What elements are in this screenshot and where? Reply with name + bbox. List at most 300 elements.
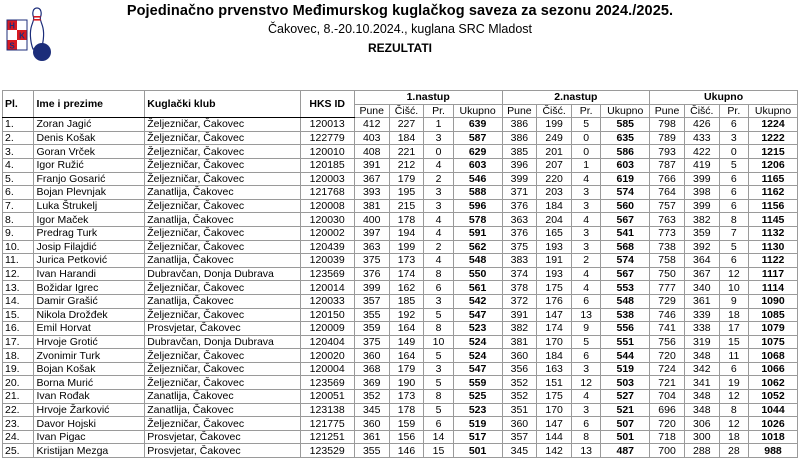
cell-r1-promasaji: 5 xyxy=(424,308,453,322)
cell-rank: 12. xyxy=(3,267,34,281)
cell-rank: 13. xyxy=(3,281,34,295)
cell-r2-pune: 376 xyxy=(502,199,537,213)
cell-r2-pune: 372 xyxy=(502,294,537,308)
cell-r1-pune: 360 xyxy=(354,349,389,363)
cell-rank: 16. xyxy=(3,322,34,336)
cell-id: 120010 xyxy=(300,145,354,159)
cell-rank: 22. xyxy=(3,403,34,417)
cell-t-ciscenje: 419 xyxy=(684,158,719,172)
cell-r2-pune: 399 xyxy=(502,172,537,186)
cell-r2-promasaji: 9 xyxy=(572,322,601,336)
table-row xyxy=(3,281,798,295)
cell-r1-ukupno: 501 xyxy=(453,444,502,458)
cell-r1-ukupno: 562 xyxy=(453,240,502,254)
cell-t-pune: 798 xyxy=(650,118,685,132)
cell-r2-promasaji: 0 xyxy=(572,145,601,159)
table-row xyxy=(3,349,798,363)
cell-r2-pune: 360 xyxy=(502,349,537,363)
cell-r2-promasaji: 4 xyxy=(572,267,601,281)
cell-name: Davor Hojski xyxy=(34,417,145,431)
cell-t-ciscenje: 338 xyxy=(684,322,719,336)
cell-r2-ukupno: 507 xyxy=(601,417,650,431)
cell-club: Zanatlija, Čakovec xyxy=(145,390,300,404)
cell-r1-promasaji: 3 xyxy=(424,362,453,376)
cell-r1-ciscenje: 190 xyxy=(389,376,424,390)
cell-t-promasaji: 12 xyxy=(719,267,748,281)
cell-r1-ciscenje: 162 xyxy=(389,281,424,295)
cell-name: Zvonimir Turk xyxy=(34,349,145,363)
cell-r2-ciscenje: 199 xyxy=(537,118,572,132)
cell-r1-promasaji: 2 xyxy=(424,172,453,186)
cell-t-ciscenje: 319 xyxy=(684,335,719,349)
cell-club: Željezničar, Čakovec xyxy=(145,240,300,254)
cell-r1-pune: 352 xyxy=(354,390,389,404)
cell-r1-ciscenje: 178 xyxy=(389,403,424,417)
cell-r2-ukupno: 553 xyxy=(601,281,650,295)
cell-t-ciscenje: 288 xyxy=(684,444,719,458)
cell-t-promasaji: 18 xyxy=(719,430,748,444)
cell-club: Zanatlija, Čakovec xyxy=(145,294,300,308)
cell-r1-pune: 393 xyxy=(354,186,389,200)
cell-r2-pune: 351 xyxy=(502,403,537,417)
cell-r2-ukupno: 556 xyxy=(601,322,650,336)
table-row xyxy=(3,186,798,200)
cell-r1-pune: 412 xyxy=(354,118,389,132)
cell-r1-ukupno: 525 xyxy=(453,390,502,404)
cell-r2-promasaji: 4 xyxy=(572,172,601,186)
cell-r2-promasaji: 5 xyxy=(572,118,601,132)
cell-r1-ukupno: 524 xyxy=(453,335,502,349)
table-row xyxy=(3,444,798,458)
cell-t-ukupno: 1044 xyxy=(749,403,798,417)
table-row xyxy=(3,145,798,159)
cell-club: Željezničar, Čakovec xyxy=(145,362,300,376)
cell-r2-ukupno: 541 xyxy=(601,226,650,240)
cell-t-ciscenje: 348 xyxy=(684,403,719,417)
cell-r2-ukupno: 501 xyxy=(601,430,650,444)
page-header xyxy=(0,0,800,92)
table-row xyxy=(3,322,798,336)
cell-r2-pune: 357 xyxy=(502,430,537,444)
cell-r1-promasaji: 4 xyxy=(424,158,453,172)
subheader-cell: Čišć. xyxy=(684,104,719,118)
table-row xyxy=(3,158,798,172)
table-row xyxy=(3,390,798,404)
cell-r2-pune: 375 xyxy=(502,240,537,254)
cell-name: Goran Vrček xyxy=(34,145,145,159)
cell-t-ukupno: 1162 xyxy=(749,186,798,200)
subheader-cell: Pr. xyxy=(424,104,453,118)
header-round2: 2.nastup xyxy=(502,91,650,105)
cell-t-ukupno: 1075 xyxy=(749,335,798,349)
cell-r2-ukupno: 603 xyxy=(601,158,650,172)
svg-text:K: K xyxy=(19,31,25,41)
cell-t-ukupno: 1066 xyxy=(749,362,798,376)
cell-t-ukupno: 1145 xyxy=(749,213,798,227)
cell-r1-ukupno: 591 xyxy=(453,226,502,240)
cell-r2-ciscenje: 176 xyxy=(537,294,572,308)
cell-r2-pune: 374 xyxy=(502,267,537,281)
cell-r1-pune: 375 xyxy=(354,335,389,349)
cell-t-pune: 704 xyxy=(650,390,685,404)
cell-r2-ciscenje: 163 xyxy=(537,362,572,376)
cell-id: 121768 xyxy=(300,186,354,200)
cell-rank: 1. xyxy=(3,118,34,132)
cell-r1-pune: 360 xyxy=(354,417,389,431)
cell-r2-ukupno: 574 xyxy=(601,254,650,268)
cell-r2-ukupno: 574 xyxy=(601,186,650,200)
cell-t-promasaji: 17 xyxy=(719,322,748,336)
cell-r2-ciscenje: 174 xyxy=(537,322,572,336)
subheader-cell: Ukupno xyxy=(601,104,650,118)
cell-id: 120439 xyxy=(300,240,354,254)
cell-r2-pune: 352 xyxy=(502,376,537,390)
cell-r2-promasaji: 8 xyxy=(572,430,601,444)
cell-r1-ciscenje: 156 xyxy=(389,430,424,444)
cell-name: Luka Štrukelj xyxy=(34,199,145,213)
cell-r1-promasaji: 3 xyxy=(424,294,453,308)
cell-t-ciscenje: 398 xyxy=(684,186,719,200)
cell-t-pune: 777 xyxy=(650,281,685,295)
cell-t-pune: 700 xyxy=(650,444,685,458)
cell-t-ukupno: 1114 xyxy=(749,281,798,295)
cell-r1-promasaji: 3 xyxy=(424,186,453,200)
cell-r2-pune: 386 xyxy=(502,131,537,145)
header-name: Ime i prezime xyxy=(34,91,145,118)
cell-id: 120004 xyxy=(300,362,354,376)
cell-r2-ciscenje: 193 xyxy=(537,240,572,254)
cell-r2-promasaji: 13 xyxy=(572,308,601,322)
cell-id: 120020 xyxy=(300,349,354,363)
cell-club: Željezničar, Čakovec xyxy=(145,226,300,240)
cell-name: Hrvoje Grotić xyxy=(34,335,145,349)
cell-r1-ciscenje: 149 xyxy=(389,335,424,349)
cell-rank: 2. xyxy=(3,131,34,145)
cell-id: 123138 xyxy=(300,403,354,417)
cell-t-promasaji: 12 xyxy=(719,417,748,431)
cell-r1-pune: 375 xyxy=(354,254,389,268)
cell-rank: 20. xyxy=(3,376,34,390)
cell-club: Željezničar, Čakovec xyxy=(145,118,300,132)
cell-name: Nikola Drožđek xyxy=(34,308,145,322)
cell-club: Željezničar, Čakovec xyxy=(145,172,300,186)
cell-r1-promasaji: 5 xyxy=(424,403,453,417)
cell-name: Franjo Gosarić xyxy=(34,172,145,186)
cell-t-ciscenje: 426 xyxy=(684,118,719,132)
cell-r1-ciscenje: 173 xyxy=(389,390,424,404)
cell-r1-ukupno: 578 xyxy=(453,213,502,227)
cell-r2-pune: 345 xyxy=(502,444,537,458)
cell-t-ciscenje: 340 xyxy=(684,281,719,295)
cell-rank: 25. xyxy=(3,444,34,458)
cell-r2-ciscenje: 144 xyxy=(537,430,572,444)
cell-t-pune: 758 xyxy=(650,254,685,268)
cell-r2-ciscenje: 175 xyxy=(537,390,572,404)
cell-r1-promasaji: 6 xyxy=(424,417,453,431)
cell-rank: 15. xyxy=(3,308,34,322)
cell-t-ciscenje: 339 xyxy=(684,308,719,322)
cell-r2-pune: 356 xyxy=(502,362,537,376)
cell-id: 123569 xyxy=(300,376,354,390)
cell-t-pune: 738 xyxy=(650,240,685,254)
cell-r1-ciscenje: 159 xyxy=(389,417,424,431)
cell-t-promasaji: 9 xyxy=(719,294,748,308)
cell-club: Dubravčan, Donja Dubrava xyxy=(145,335,300,349)
cell-t-pune: 764 xyxy=(650,186,685,200)
cell-t-ukupno: 1222 xyxy=(749,131,798,145)
cell-t-pune: 718 xyxy=(650,430,685,444)
cell-name: Predrag Turk xyxy=(34,226,145,240)
cell-r1-ukupno: 639 xyxy=(453,118,502,132)
cell-r1-ciscenje: 199 xyxy=(389,240,424,254)
cell-r2-pune: 352 xyxy=(502,390,537,404)
cell-rank: 8. xyxy=(3,213,34,227)
subheader-cell: Pune xyxy=(650,104,685,118)
cell-club: Željezničar, Čakovec xyxy=(145,145,300,159)
cell-club: Prosvjetar, Čakovec xyxy=(145,430,300,444)
cell-r2-promasaji: 3 xyxy=(572,186,601,200)
cell-t-ukupno: 1215 xyxy=(749,145,798,159)
cell-t-ukupno: 1026 xyxy=(749,417,798,431)
cell-r2-pune: 381 xyxy=(502,335,537,349)
subheader-cell: Pune xyxy=(354,104,389,118)
cell-r1-ciscenje: 184 xyxy=(389,131,424,145)
cell-r2-ukupno: 538 xyxy=(601,308,650,322)
cell-t-promasaji: 6 xyxy=(719,199,748,213)
cell-t-pune: 789 xyxy=(650,131,685,145)
cell-id: 121251 xyxy=(300,430,354,444)
cell-rank: 11. xyxy=(3,254,34,268)
cell-id: 120008 xyxy=(300,199,354,213)
cell-r2-pune: 396 xyxy=(502,158,537,172)
cell-rank: 21. xyxy=(3,390,34,404)
cell-t-promasaji: 7 xyxy=(719,226,748,240)
cell-r2-ukupno: 519 xyxy=(601,362,650,376)
cell-r1-ciscenje: 195 xyxy=(389,186,424,200)
cell-r2-ukupno: 527 xyxy=(601,390,650,404)
cell-r2-pune: 363 xyxy=(502,213,537,227)
cell-r1-promasaji: 0 xyxy=(424,145,453,159)
cell-t-ukupno: 1052 xyxy=(749,390,798,404)
table-row xyxy=(3,417,798,431)
cell-r2-ciscenje: 193 xyxy=(537,267,572,281)
cell-id: 120033 xyxy=(300,294,354,308)
cell-id: 120003 xyxy=(300,172,354,186)
cell-r1-ciscenje: 192 xyxy=(389,308,424,322)
cell-t-ciscenje: 399 xyxy=(684,199,719,213)
cell-r2-ciscenje: 170 xyxy=(537,403,572,417)
svg-text:H: H xyxy=(9,21,15,31)
cell-r2-promasaji: 3 xyxy=(572,362,601,376)
table-row xyxy=(3,362,798,376)
subheader-cell: Čišć. xyxy=(389,104,424,118)
cell-r2-promasaji: 12 xyxy=(572,376,601,390)
table-row xyxy=(3,199,798,213)
cell-t-pune: 793 xyxy=(650,145,685,159)
cell-t-promasaji: 12 xyxy=(719,390,748,404)
cell-t-promasaji: 5 xyxy=(719,158,748,172)
header-total: Ukupno xyxy=(650,91,798,105)
cell-r2-ukupno: 567 xyxy=(601,267,650,281)
cell-club: Željezničar, Čakovec xyxy=(145,281,300,295)
cell-r1-pune: 369 xyxy=(354,376,389,390)
cell-r1-pune: 361 xyxy=(354,430,389,444)
cell-r1-ciscenje: 227 xyxy=(389,118,424,132)
cell-id: 120150 xyxy=(300,308,354,322)
cell-club: Prosvjetar, Čakovec xyxy=(145,444,300,458)
cell-t-promasaji: 19 xyxy=(719,376,748,390)
cell-r2-ukupno: 586 xyxy=(601,145,650,159)
cell-t-ukupno: 1117 xyxy=(749,267,798,281)
cell-name: Bojan Košak xyxy=(34,362,145,376)
cell-r1-pune: 403 xyxy=(354,131,389,145)
cell-r1-ciscenje: 173 xyxy=(389,254,424,268)
cell-id: 122779 xyxy=(300,131,354,145)
table-row xyxy=(3,131,798,145)
cell-rank: 24. xyxy=(3,430,34,444)
cell-rank: 17. xyxy=(3,335,34,349)
cell-r2-ukupno: 568 xyxy=(601,240,650,254)
cell-r1-pune: 391 xyxy=(354,158,389,172)
subheader-cell: Pune xyxy=(502,104,537,118)
cell-t-pune: 787 xyxy=(650,158,685,172)
cell-t-ciscenje: 399 xyxy=(684,172,719,186)
cell-rank: 3. xyxy=(3,145,34,159)
cell-t-ukupno: 1206 xyxy=(749,158,798,172)
cell-r2-ukupno: 521 xyxy=(601,403,650,417)
cell-r1-promasaji: 8 xyxy=(424,390,453,404)
cell-r1-pune: 355 xyxy=(354,444,389,458)
cell-r2-promasaji: 4 xyxy=(572,213,601,227)
cell-id: 121775 xyxy=(300,417,354,431)
cell-r2-ciscenje: 191 xyxy=(537,254,572,268)
cell-r1-promasaji: 4 xyxy=(424,213,453,227)
cell-r2-ciscenje: 207 xyxy=(537,158,572,172)
cell-name: Ivan Harandi xyxy=(34,267,145,281)
cell-t-ciscenje: 364 xyxy=(684,254,719,268)
cell-r2-promasaji: 2 xyxy=(572,254,601,268)
cell-rank: 4. xyxy=(3,158,34,172)
cell-t-ukupno: 1130 xyxy=(749,240,798,254)
cell-r1-ukupno: 542 xyxy=(453,294,502,308)
cell-club: Zanatlija, Čakovec xyxy=(145,186,300,200)
cell-club: Željezničar, Čakovec xyxy=(145,376,300,390)
cell-r2-ciscenje: 175 xyxy=(537,281,572,295)
cell-r1-promasaji: 5 xyxy=(424,376,453,390)
cell-r1-ukupno: 587 xyxy=(453,131,502,145)
cell-t-ukupno: 1122 xyxy=(749,254,798,268)
cell-club: Željezničar, Čakovec xyxy=(145,158,300,172)
cell-r1-ukupno: 523 xyxy=(453,403,502,417)
header-hks-id: HKS ID xyxy=(300,91,354,118)
cell-id: 120404 xyxy=(300,335,354,349)
cell-r2-ukupno: 560 xyxy=(601,199,650,213)
cell-club: Željezničar, Čakovec xyxy=(145,349,300,363)
cell-r1-ukupno: 519 xyxy=(453,417,502,431)
cell-r1-promasaji: 6 xyxy=(424,281,453,295)
cell-r2-ciscenje: 151 xyxy=(537,376,572,390)
cell-rank: 18. xyxy=(3,349,34,363)
cell-name: Hrvoje Žarković xyxy=(34,403,145,417)
cell-r1-pune: 355 xyxy=(354,308,389,322)
cell-club: Zanatlija, Čakovec xyxy=(145,213,300,227)
cell-r1-promasaji: 10 xyxy=(424,335,453,349)
cell-rank: 14. xyxy=(3,294,34,308)
cell-r1-pune: 381 xyxy=(354,199,389,213)
table-row xyxy=(3,226,798,240)
cell-r2-ciscenje: 203 xyxy=(537,186,572,200)
cell-r2-ukupno: 635 xyxy=(601,131,650,145)
cell-t-pune: 746 xyxy=(650,308,685,322)
cell-t-ciscenje: 359 xyxy=(684,226,719,240)
cell-r2-ukupno: 551 xyxy=(601,335,650,349)
cell-r1-ukupno: 546 xyxy=(453,172,502,186)
cell-r1-pune: 408 xyxy=(354,145,389,159)
cell-r2-ukupno: 503 xyxy=(601,376,650,390)
cell-t-ciscenje: 433 xyxy=(684,131,719,145)
cell-t-promasaji: 3 xyxy=(719,131,748,145)
cell-t-promasaji: 15 xyxy=(719,335,748,349)
cell-club: Željezničar, Čakovec xyxy=(145,417,300,431)
cell-name: Bojan Plevnjak xyxy=(34,186,145,200)
cell-club: Dubravčan, Donja Dubrava xyxy=(145,267,300,281)
cell-id: 120051 xyxy=(300,390,354,404)
cell-r1-ciscenje: 185 xyxy=(389,294,424,308)
cell-r1-ukupno: 550 xyxy=(453,267,502,281)
cell-r1-promasaji: 4 xyxy=(424,254,453,268)
cell-r1-ukupno: 588 xyxy=(453,186,502,200)
cell-r1-ukupno: 561 xyxy=(453,281,502,295)
cell-r2-pune: 371 xyxy=(502,186,537,200)
cell-r1-pune: 363 xyxy=(354,240,389,254)
cell-t-ciscenje: 382 xyxy=(684,213,719,227)
cell-r1-ciscenje: 164 xyxy=(389,349,424,363)
cell-r1-promasaji: 2 xyxy=(424,240,453,254)
cell-t-promasaji: 8 xyxy=(719,213,748,227)
cell-t-ukupno: 1068 xyxy=(749,349,798,363)
cell-r1-ciscenje: 178 xyxy=(389,213,424,227)
cell-t-promasaji: 6 xyxy=(719,186,748,200)
cell-r2-promasaji: 3 xyxy=(572,240,601,254)
subheader-cell: Čišć. xyxy=(537,104,572,118)
cell-r1-ciscenje: 212 xyxy=(389,158,424,172)
subheader-cell: Ukupno xyxy=(749,104,798,118)
table-row xyxy=(3,294,798,308)
cell-name: Ivan Pigac xyxy=(34,430,145,444)
cell-t-promasaji: 6 xyxy=(719,362,748,376)
cell-t-ukupno: 1018 xyxy=(749,430,798,444)
cell-rank: 9. xyxy=(3,226,34,240)
cell-id: 120013 xyxy=(300,118,354,132)
cell-r1-ukupno: 603 xyxy=(453,158,502,172)
cell-r1-ciscenje: 146 xyxy=(389,444,424,458)
cell-t-ukupno: 1079 xyxy=(749,322,798,336)
cell-r1-ukupno: 517 xyxy=(453,430,502,444)
cell-r1-pune: 367 xyxy=(354,172,389,186)
cell-r1-ciscenje: 179 xyxy=(389,172,424,186)
cell-r1-ciscenje: 221 xyxy=(389,145,424,159)
cell-r1-pune: 400 xyxy=(354,213,389,227)
cell-r1-pune: 357 xyxy=(354,294,389,308)
cell-r1-ukupno: 524 xyxy=(453,349,502,363)
cell-t-promasaji: 6 xyxy=(719,118,748,132)
cell-id: 120009 xyxy=(300,322,354,336)
cell-r1-ciscenje: 215 xyxy=(389,199,424,213)
cell-r2-pune: 382 xyxy=(502,322,537,336)
cell-r2-promasaji: 6 xyxy=(572,294,601,308)
cell-rank: 10. xyxy=(3,240,34,254)
cell-r2-ciscenje: 184 xyxy=(537,199,572,213)
